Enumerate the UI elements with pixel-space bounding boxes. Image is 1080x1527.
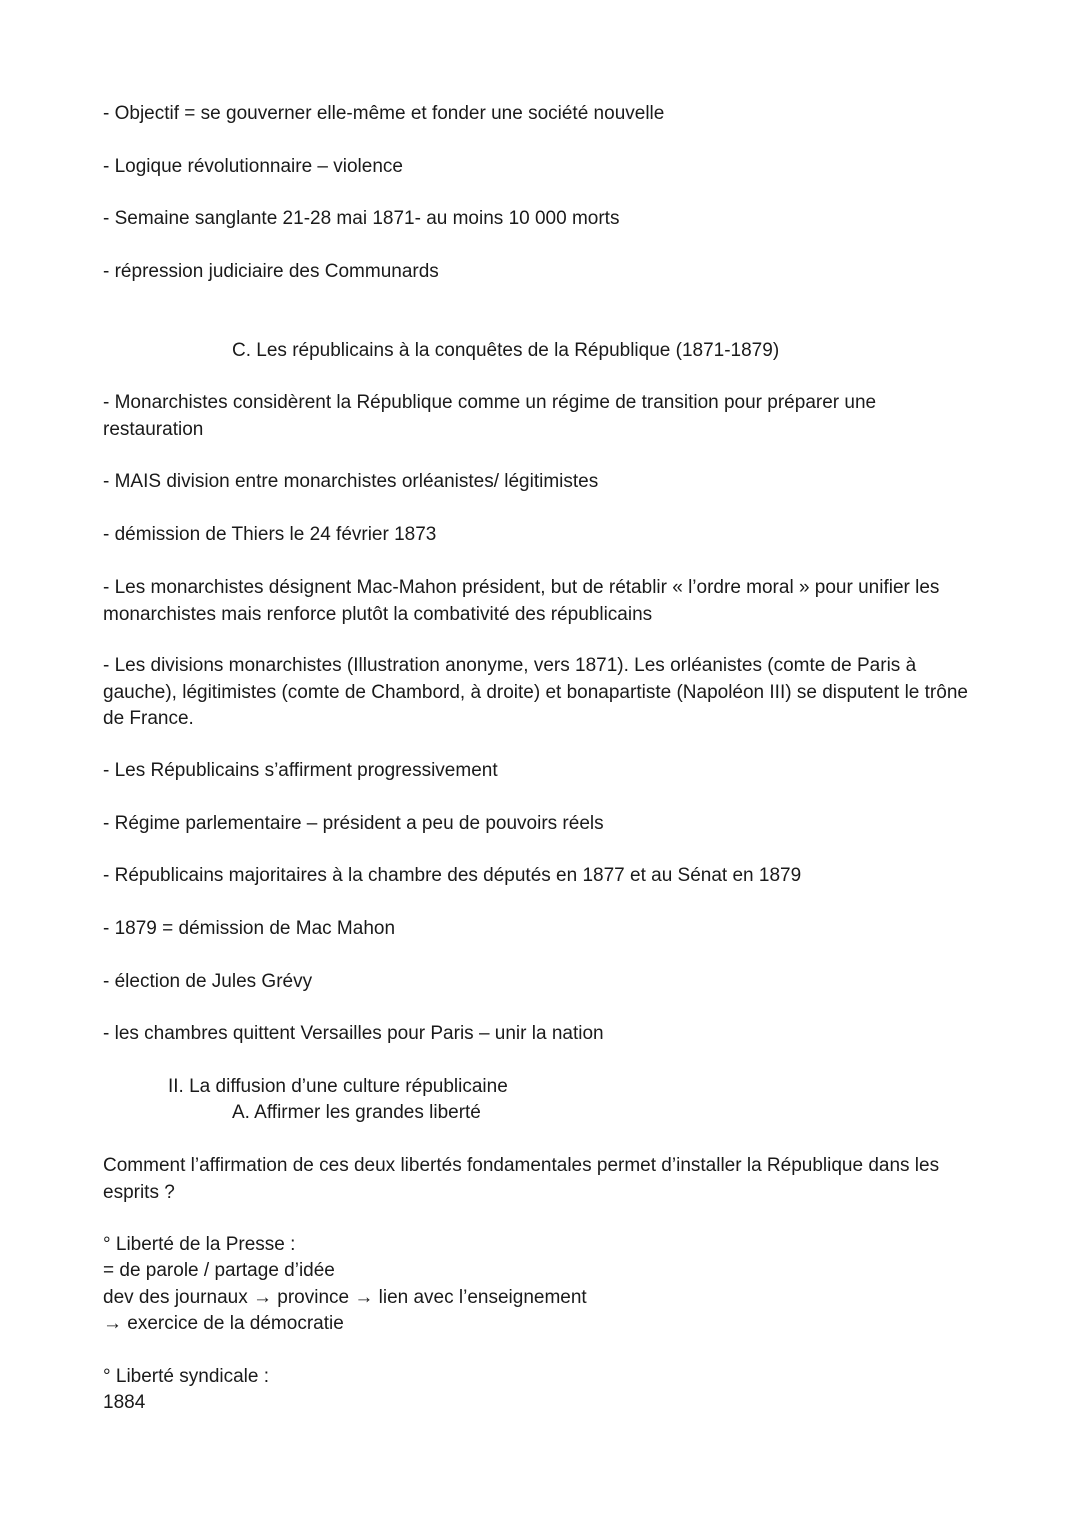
part-two-title: II. La diffusion d’une culture républicaine: [168, 1076, 508, 1097]
bullet-demission-thiers: - démission de Thiers le 24 février 1873: [103, 524, 437, 545]
bullet-repression: - répression judiciaire des Communards: [103, 261, 439, 282]
bullet-grevy: - élection de Jules Grévy: [103, 971, 313, 992]
bullet-division: - MAIS division entre monarchistes orléanistes/ légitimistes: [103, 471, 599, 492]
syndicale-line: 1884: [103, 1392, 146, 1413]
section-c-title: C. Les républicains à la conquêtes de la République (1871-1879): [232, 340, 780, 361]
bullet-objectif: - Objectif = se gouverner elle-même et fonder une société nouvelle: [103, 103, 665, 124]
question: Comment l’affirmation de ces deux libertés fondamentales permet d’installer la République dans les esprits ?: [103, 1155, 940, 1203]
bullet-chambres-paris: - les chambres quittent Versailles pour Paris – unir la nation: [103, 1023, 604, 1044]
bullet-regime-parlementaire: - Régime parlementaire – président a peu de pouvoirs réels: [103, 813, 604, 834]
syndicale-heading: ° Liberté syndicale :: [103, 1366, 270, 1387]
bullet-logique: - Logique révolutionnaire – violence: [103, 156, 403, 177]
bullet-semaine-sanglante: - Semaine sanglante 21-28 mai 1871- au moins 10 000 morts: [103, 208, 620, 229]
presse-heading: ° Liberté de la Presse :: [103, 1234, 296, 1255]
presse-line: dev des journaux → province → lien avec l’enseignement: [103, 1287, 587, 1308]
bullet-monarchistes-transition: - Monarchistes considèrent la République comme un régime de transition pour préparer une restauration: [103, 392, 877, 440]
bullet-divisions-monarchistes: - Les divisions monarchistes (Illustration anonyme, vers 1871). Les orléanistes (comte de Paris à gauche), légitimistes (comte de Chambord, à droite) et bonapartiste (Napoléon III) se disputent le trône de France.: [103, 655, 968, 729]
bullet-republicains-affirment: - Les Républicains s’affirment progressivement: [103, 760, 498, 781]
bullet-mac-mahon: - Les monarchistes désignent Mac-Mahon président, but de rétablir « l’ordre moral » pour unifier les monarchistes mais renforce plutôt la combativité des républicains: [103, 577, 940, 625]
part-two-subtitle: A. Affirmer les grandes liberté: [232, 1102, 481, 1123]
presse-line: = de parole / partage d’idée: [103, 1260, 335, 1281]
bullet-republicains-majoritaires: - Républicains majoritaires à la chambre des députés en 1877 et au Sénat en 1879: [103, 865, 802, 886]
presse-line: → exercice de la démocratie: [103, 1313, 344, 1334]
bullet-1879: - 1879 = démission de Mac Mahon: [103, 918, 396, 939]
